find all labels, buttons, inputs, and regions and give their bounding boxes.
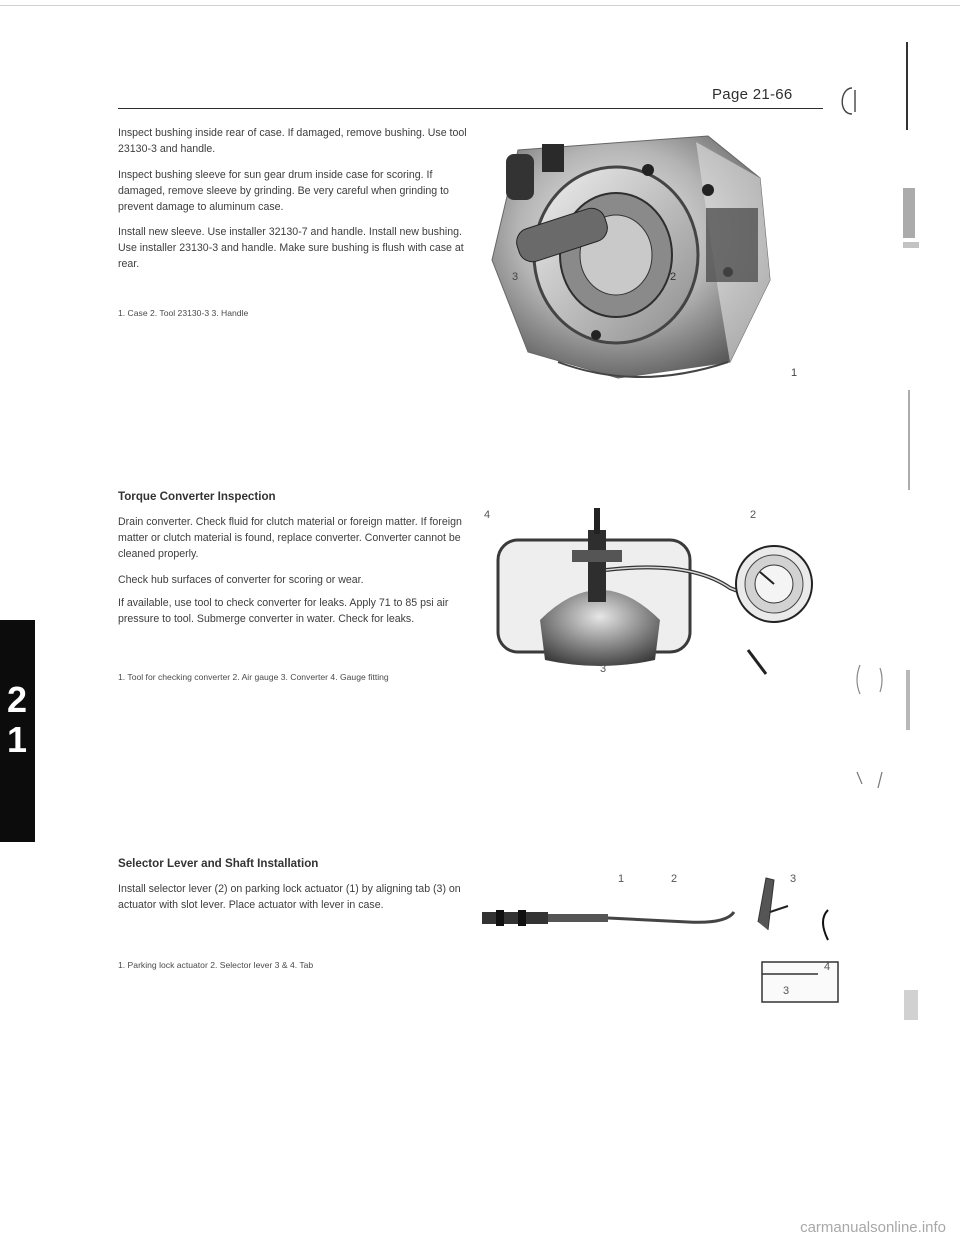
scan-edge-artifacts [900, 110, 930, 1120]
sec1-paragraph-2: Inspect bushing sleeve for sun gear drum inside case for scoring. If damaged, remove sleeve by grinding. Be very careful when grinding to prevent damage to aluminum case. [118, 169, 449, 213]
fig2-label-2: 2 [750, 509, 757, 521]
selector-lever-figure [478, 850, 831, 1000]
transmission-case-figure [478, 130, 798, 405]
fig1-label-3: 3 [512, 271, 519, 283]
section-tab-digit-2: 2 [6, 679, 28, 720]
fig3-label-1: 1 [618, 873, 625, 885]
fig2-label-3: 3 [600, 663, 607, 675]
sec2-heading: Torque Converter Inspection [118, 490, 276, 503]
fig2-label-4: 4 [484, 509, 491, 521]
binder-hole-mark [822, 84, 862, 118]
section-tab-digit-1: 1 [6, 719, 28, 760]
watermark: carmanualsonline.info [800, 1219, 946, 1236]
fig3-label-2: 2 [671, 873, 678, 885]
fig3-label-3b: 3 [783, 985, 790, 997]
header-rule [118, 108, 823, 109]
section-tab [0, 620, 35, 842]
sec2-paragraph-3: If available, use tool to check converter for leaks. Apply 71 to 85 psi air pressure to tool. Submerge converter in water. Check for leaks. [118, 597, 449, 625]
sec1-paragraph-1: Inspect bushing inside rear of case. If damaged, remove bushing. Use tool 23130-3 and handle. [118, 127, 467, 155]
right-margin-binder-marks [852, 650, 962, 850]
sec2-paragraph-1: Drain converter. Check fluid for clutch material or foreign matter. If foreign matter or clutch material is found, replace converter. Converter cannot be cleaned properly. [118, 516, 462, 560]
sec3-paragraph-1: Install selector lever (2) on parking lock actuator (1) by aligning tab (3) on actuator with slot lever. Place actuator with lever in case. [118, 883, 461, 911]
fig1-label-2: 2 [670, 271, 677, 283]
sec2-paragraph-2: Check hub surfaces of converter for scoring or wear. [118, 574, 364, 586]
page-number: Page 21-66 [712, 86, 793, 103]
sec3-caption: 1. Parking lock actuator 2. Selector lever 3 & 4. Tab [118, 960, 314, 970]
scan-top-line [0, 5, 960, 6]
sec3-heading: Selector Lever and Shaft Installation [118, 857, 319, 870]
fig3-label-3: 3 [790, 873, 797, 885]
fig1-label-1: 1 [791, 367, 798, 379]
sec1-caption: 1. Case 2. Tool 23130-3 3. Handle [118, 308, 249, 318]
torque-converter-figure [480, 500, 820, 690]
sec1-paragraph-3: Install new sleeve. Use installer 32130-7 and handle. Install new bushing. Use installer 23130-3 and handle. Make sure bushing is flush with case at rear. [118, 226, 464, 270]
fig3-label-4: 4 [824, 961, 831, 973]
sec2-caption: 1. Tool for checking converter 2. Air gauge 3. Converter 4. Gauge fitting [118, 672, 389, 682]
